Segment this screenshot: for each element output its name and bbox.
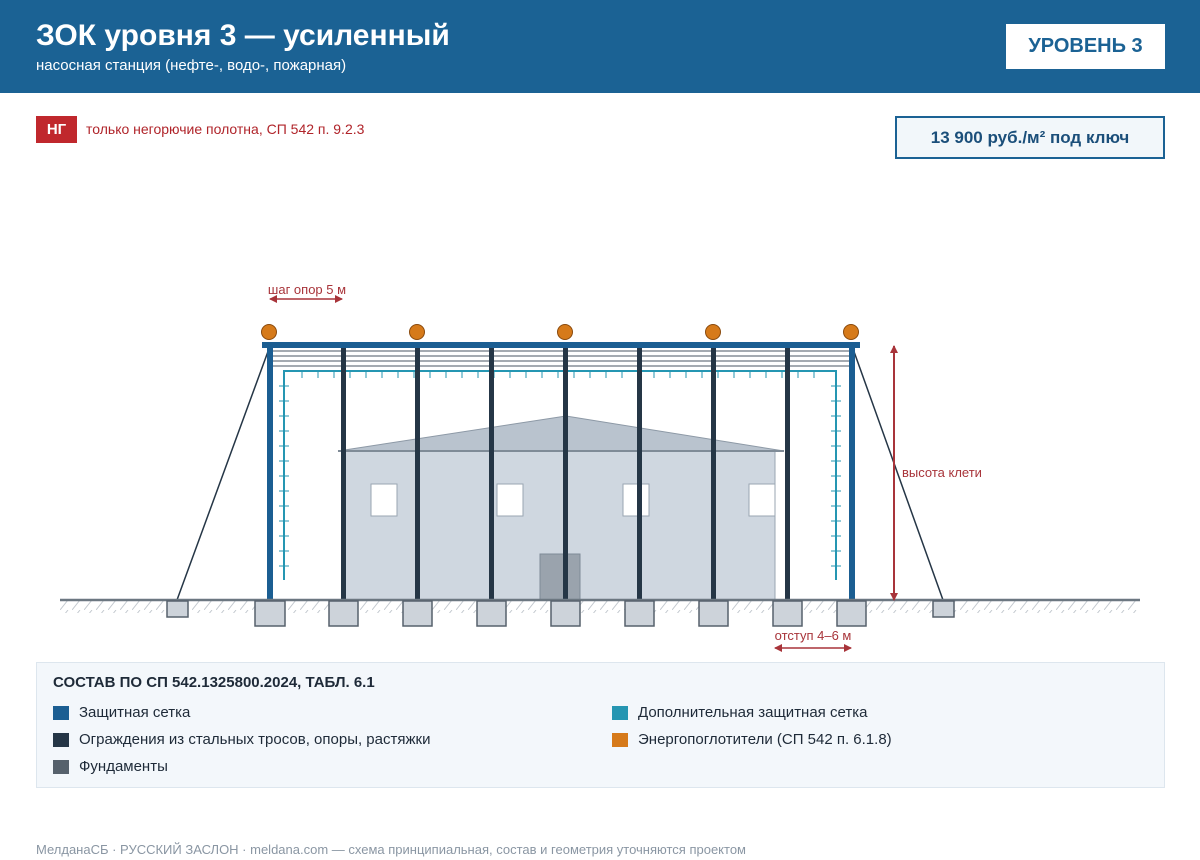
legend-item-steel-cables <box>53 731 430 748</box>
legend-label: Энергопоглотители (СП 542 п. 6.1.8) <box>638 731 892 748</box>
legend-swatch <box>612 706 628 720</box>
energy-absorber <box>558 325 573 340</box>
protective-net-top <box>262 342 860 348</box>
anchor-foundation <box>167 601 188 617</box>
steel-cables <box>270 351 852 366</box>
legend-swatch <box>53 733 69 747</box>
foundation-block <box>773 601 802 626</box>
foundation-block <box>625 601 654 626</box>
foundation-block <box>255 601 285 626</box>
support-pole <box>489 346 494 600</box>
footer-note: МелданаСБ · РУССКИЙ ЗАСЛОН · meldana.com — схема принципиальная, состав и геометрия уточняются проектом <box>36 842 746 857</box>
foundation-block <box>477 601 506 626</box>
protective-net-left <box>267 346 273 600</box>
support-pole <box>415 346 420 600</box>
price-box: 13 900 руб./м² под ключ <box>895 116 1165 159</box>
foundation-block <box>699 601 728 626</box>
support-pole <box>711 346 716 600</box>
foundation-block <box>329 601 358 626</box>
energy-absorber <box>410 325 425 340</box>
legend-item-protective-net <box>53 704 190 721</box>
ng-badge: НГ <box>36 116 77 143</box>
energy-absorber <box>262 325 277 340</box>
offset-label: отступ 4–6 м <box>774 628 852 643</box>
ground-hatch <box>60 601 1140 613</box>
building-window <box>623 484 649 516</box>
anchor-foundation <box>933 601 954 617</box>
energy-absorbers <box>262 325 859 340</box>
building-window <box>749 484 775 516</box>
energy-absorber <box>844 325 859 340</box>
legend-label: Дополнительная защитная сетка <box>638 704 868 721</box>
support-pole <box>637 346 642 600</box>
pole-step-label: шаг опор 5 м <box>267 282 347 297</box>
legend-swatch <box>53 706 69 720</box>
energy-absorber <box>706 325 721 340</box>
legend-item-additional-net <box>612 704 867 721</box>
protective-net-right <box>849 346 855 600</box>
net-ticks-top <box>302 371 814 378</box>
foundation-block <box>551 601 580 626</box>
foundation-block <box>403 601 432 626</box>
pump-station-building <box>338 416 784 600</box>
foundation-block <box>837 601 866 626</box>
legend-label: Фундаменты <box>79 758 168 775</box>
ng-note: только негорючие полотна, СП 542 п. 9.2.3 <box>86 121 365 137</box>
guy-wire-left <box>177 346 270 600</box>
level-badge: УРОВЕНЬ 3 <box>1006 24 1165 69</box>
support-pole <box>785 346 790 600</box>
legend-label: Ограждения из стальных тросов, опоры, растяжки <box>79 731 431 748</box>
legend-item-energy-absorbers <box>612 731 892 748</box>
building-door <box>540 554 580 600</box>
building-window <box>371 484 397 516</box>
building-window <box>497 484 523 516</box>
legend-label: Защитная сетка <box>79 704 191 721</box>
legend-item-foundations <box>53 758 168 775</box>
support-pole <box>341 346 346 600</box>
legend-title: СОСТАВ ПО СП 542.1325800.2024, ТАБЛ. 6.1 <box>53 674 375 691</box>
support-pole <box>563 346 568 600</box>
page-title: ЗОК уровня 3 — усиленный <box>36 19 450 52</box>
legend-swatch <box>53 760 69 774</box>
legend-panel <box>36 662 1165 788</box>
page-subtitle: насосная станция (нефте-, водо-, пожарная) <box>36 57 347 74</box>
cage-height-label: высота клети <box>902 465 982 480</box>
building-roof <box>338 416 784 451</box>
legend-swatch <box>612 733 628 747</box>
